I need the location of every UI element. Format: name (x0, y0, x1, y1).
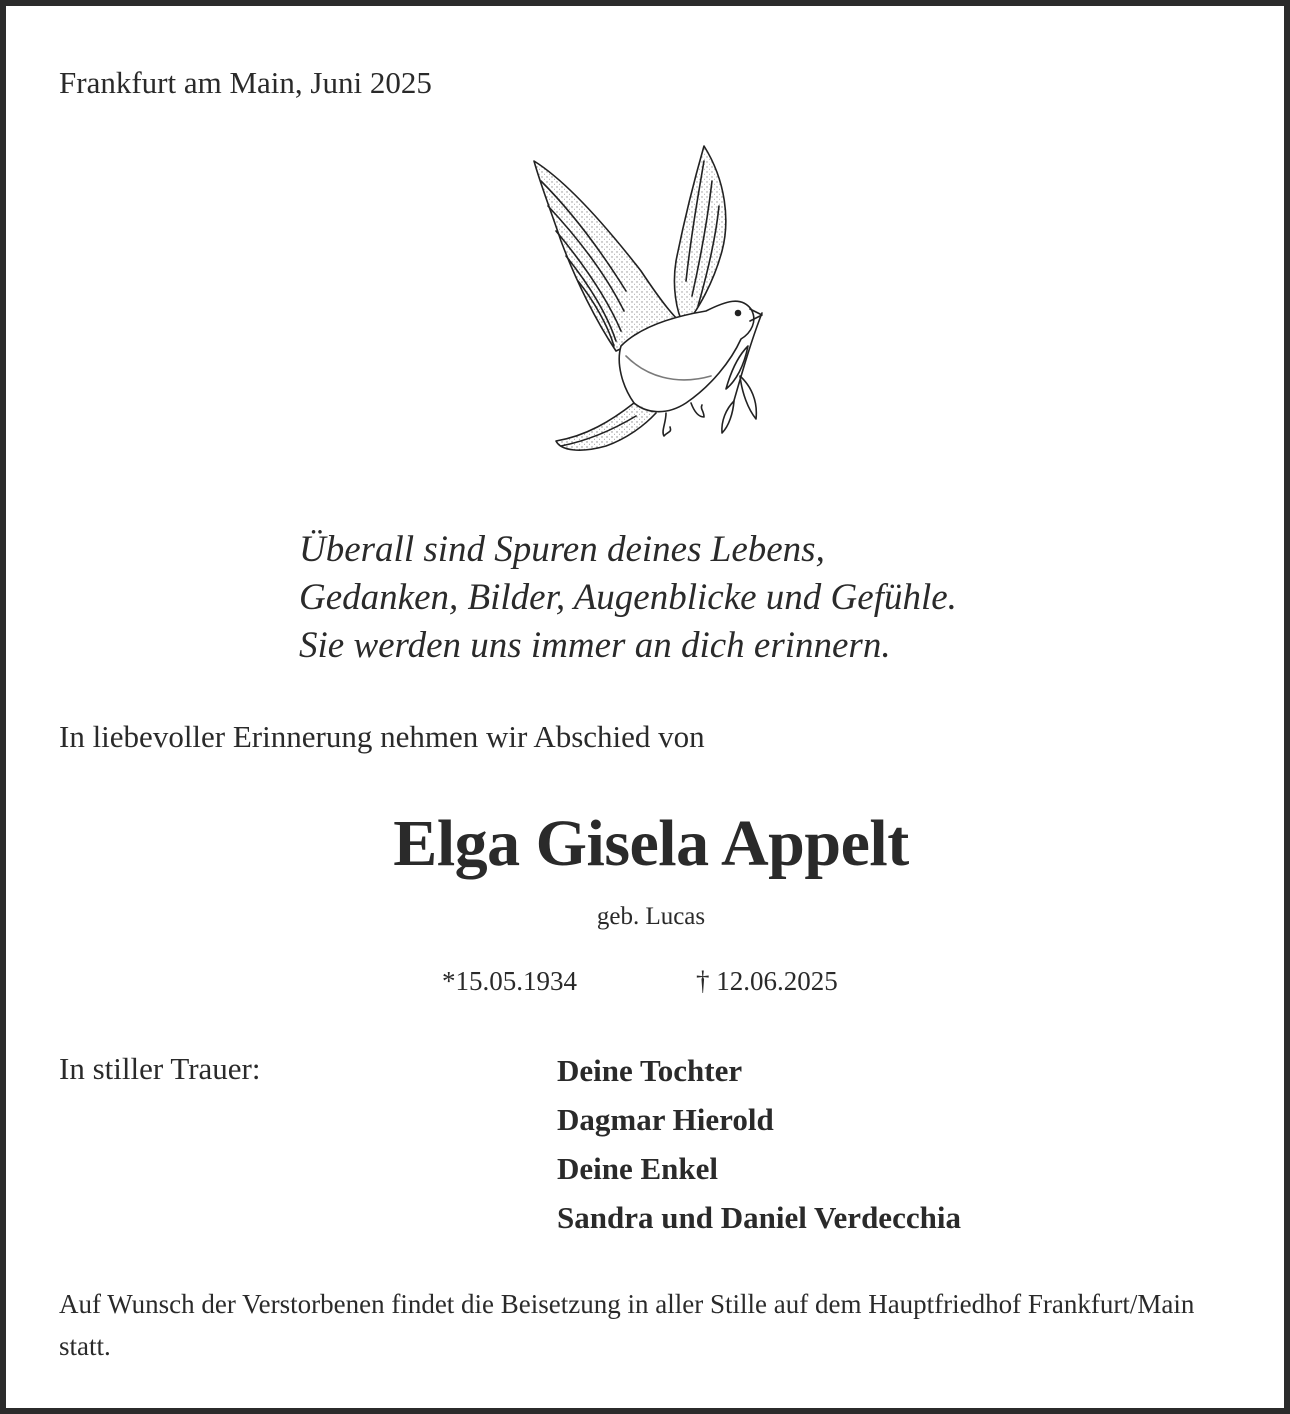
maiden-name: geb. Lucas (596, 903, 706, 930)
poem-line: Überall sind Spuren deines Lebens, (299, 529, 825, 570)
mourner-entry: Sandra und Daniel Verdecchia (557, 1200, 961, 1235)
mourners-list (557, 1046, 961, 1242)
deceased-name: Elga Gisela Appelt (393, 807, 909, 880)
poem-line: Sie werden uns immer an dich erinnern. (299, 625, 891, 666)
farewell-intro: In liebevoller Erinnerung nehmen wir Abschied von (59, 719, 705, 754)
dove-with-olive-branch-icon (526, 141, 776, 471)
mourner-entry: Dagmar Hierold (557, 1102, 774, 1137)
mourner-entry: Deine Enkel (557, 1151, 719, 1186)
mourning-label: In stiller Trauer: (59, 1051, 261, 1086)
memorial-poem (299, 526, 957, 670)
mourner-entry: Deine Tochter (557, 1053, 743, 1088)
poem-line: Gedanken, Bilder, Augenblicke und Gefühle. (299, 577, 957, 618)
death-date: † 12.06.2025 (696, 966, 838, 996)
birth-date: *15.05.1934 (442, 966, 577, 996)
place-date: Frankfurt am Main, Juni 2025 (59, 65, 432, 100)
burial-notice: Auf Wunsch der Verstorbenen findet die Beisetzung in aller Stille auf dem Hauptfriedhof Frankfurt/Main statt. (59, 1289, 1195, 1361)
